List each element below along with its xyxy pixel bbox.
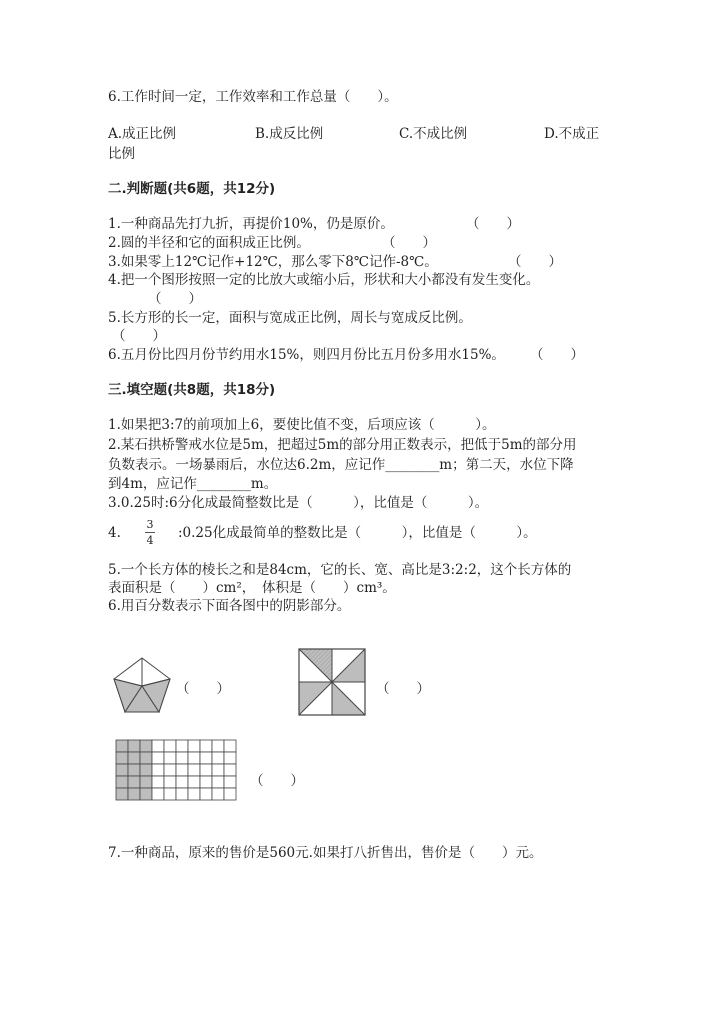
grid-cell: [164, 776, 176, 788]
pentagon-figure: [112, 657, 172, 717]
fill-question-4-number: 4.: [108, 525, 121, 541]
grid-cell: [176, 740, 188, 752]
judge-paren-5: （ ）: [112, 328, 166, 344]
fill-question-2-line-2: 负数表示。一场暴雨后，水位达6.2m，应记作________m；第二天，水位下降: [108, 457, 574, 473]
judge-item-2: 2.圆的半径和它的面积成正比例。: [108, 235, 310, 251]
figure-1-answer: （ ）: [176, 681, 230, 697]
judge-item-4: 4.把一个图形按照一定的比放大或缩小后，形状和大小都没有发生变化。: [108, 272, 540, 288]
grid-cell: [164, 764, 176, 776]
grid-cell: [212, 764, 224, 776]
section-title-fill: 三.填空题(共8题，共18分): [108, 382, 276, 398]
grid-cell: [188, 776, 200, 788]
judge-item-5: 5.长方形的长一定，面积与宽成正比例，周长与宽成反比例。: [108, 310, 472, 326]
grid-cell: [200, 740, 212, 752]
grid-cell: [176, 776, 188, 788]
grid-cell: [152, 752, 164, 764]
option-b: B.成反比例: [255, 126, 324, 142]
fraction-bar: [145, 532, 155, 533]
option-d-wrap: 比例: [108, 146, 135, 162]
grid-cell: [152, 740, 164, 752]
grid-cell-shaded: [116, 752, 128, 764]
grid-cell-shaded: [128, 788, 140, 800]
grid-cell: [212, 788, 224, 800]
judge-paren-3: （ ）: [508, 254, 562, 270]
fill-question-2-line-1: 2.某石拱桥警戒水位是5m，把超过5m的部分用正数表示，把低于5m的部分用: [108, 437, 577, 453]
grid-cell: [152, 788, 164, 800]
section-title-judge: 二.判断题(共6题，共12分): [108, 181, 276, 197]
grid-cell-shaded: [128, 752, 140, 764]
grid-cell: [224, 788, 236, 800]
grid-cell-shaded: [128, 764, 140, 776]
grid-cell: [164, 788, 176, 800]
grid-cell: [188, 752, 200, 764]
grid-cell: [200, 752, 212, 764]
grid-cell: [212, 776, 224, 788]
choice-question-6: 6.工作时间一定，工作效率和工作总量（ ）。: [108, 89, 398, 105]
grid-cell: [212, 752, 224, 764]
grid-cell: [176, 752, 188, 764]
fill-question-4-text: :0.25化成最简单的整数比是（ ），比值是（ ）。: [178, 525, 537, 541]
grid-cell: [224, 764, 236, 776]
fill-question-3: 3.0.25时:6分化成最简整数比是（ ），比值是（ ）。: [108, 495, 489, 511]
grid-cell: [176, 788, 188, 800]
fill-question-2-line-3: 到4m，应记作________m。: [108, 476, 278, 492]
grid-cell: [152, 764, 164, 776]
grid-cell: [200, 776, 212, 788]
grid-cell-shaded: [116, 788, 128, 800]
fill-question-6: 6.用百分数表示下面各图中的阴影部分。: [108, 598, 351, 614]
grid-cell: [224, 752, 236, 764]
grid-cell-shaded: [140, 764, 152, 776]
grid-cell: [200, 788, 212, 800]
grid-cell-shaded: [128, 776, 140, 788]
judge-paren-6: （ ）: [530, 347, 584, 363]
grid-cell: [188, 740, 200, 752]
judge-paren-4: （ ）: [148, 291, 202, 307]
grid-cell: [200, 764, 212, 776]
grid-cell: [152, 776, 164, 788]
grid-cell-shaded: [116, 776, 128, 788]
fraction-numerator: 3: [146, 518, 154, 531]
judge-paren-2: （ ）: [382, 235, 436, 251]
grid-cell: [164, 752, 176, 764]
judge-item-3: 3.如果零上12℃记作+12℃，那么零下8℃记作-8℃。: [108, 254, 438, 270]
judge-item-6: 6.五月份比四月份节约用水15%，则四月份比五月份多用水15%。: [108, 347, 505, 363]
square-triangles-figure: [299, 649, 365, 715]
grid-cell-shaded: [116, 740, 128, 752]
judge-item-1: 1.一种商品先打九折，再提价10%，仍是原价。: [108, 216, 394, 232]
option-a: A.成正比例: [108, 126, 177, 142]
grid-cell-shaded: [140, 752, 152, 764]
figure-2-answer: （ ）: [376, 681, 430, 697]
grid-cell: [224, 740, 236, 752]
grid-cell-shaded: [140, 740, 152, 752]
option-c: C.不成比例: [399, 126, 468, 142]
fraction-denominator: 4: [146, 534, 154, 547]
grid-cell: [188, 764, 200, 776]
grid-cell: [212, 740, 224, 752]
grid-figure: [116, 740, 238, 802]
grid-cell-shaded: [140, 776, 152, 788]
option-d: D.不成正: [544, 126, 600, 142]
fill-question-1: 1.如果把3:7的前项加上6，要使比值不变，后项应该（ ）。: [108, 417, 496, 433]
grid-cell: [176, 764, 188, 776]
grid-cell: [224, 776, 236, 788]
grid-cell: [164, 740, 176, 752]
grid-cell-shaded: [140, 788, 152, 800]
grid-cell-shaded: [116, 764, 128, 776]
grid-cell-shaded: [128, 740, 140, 752]
judge-paren-1: （ ）: [466, 216, 520, 232]
figure-3-answer: （ ）: [250, 773, 304, 789]
grid-cell: [188, 788, 200, 800]
fill-question-5-line-1: 5.一个长方体的棱长之和是84cm，它的长、宽、高比是3:2:2，这个长方体的: [108, 562, 572, 578]
fill-question-5-line-2: 表面积是（ ）cm²， 体积是（ ）cm³。: [108, 580, 396, 596]
fill-question-7: 7.一种商品，原来的售价是560元.如果打八折售出，售价是（ ）元。: [108, 845, 543, 861]
